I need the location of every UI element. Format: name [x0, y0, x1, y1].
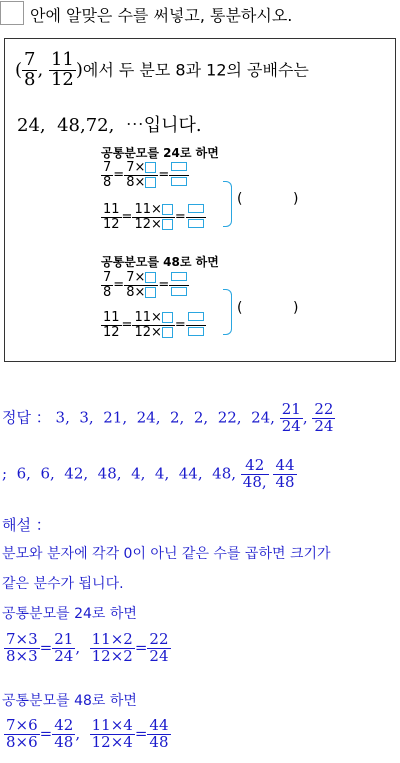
fraction-11-12: $\frac{11}{12}$ — [50, 49, 74, 90]
answer-fraction: $\frac{21}{24}$ — [281, 400, 301, 435]
question-line1: ( $\frac{7}{8}$ , $\frac{11}{12}$ )에서 두 분모 8과 12의 공배수는 — [15, 49, 309, 90]
answer-line1: 정답 ： 3, 3, 21, 24, 2, 2, 22, 24, $\frac{21}{24}$ , $\frac{22}{24}$ — [2, 400, 334, 435]
blank-box[interactable] — [171, 177, 187, 186]
block24-title: 공통분모를 24로 하면 — [101, 146, 219, 160]
blank-box[interactable] — [171, 287, 187, 296]
explanation-text2: 같은 분수가 됩니다. — [2, 576, 124, 592]
answer-fraction: $\frac{22}{24}$ — [314, 400, 334, 435]
block24-row1: $\frac{7}{8}$ = $\frac{7\times}{8\times}$ = — [101, 161, 189, 189]
blank-box[interactable] — [188, 327, 204, 336]
explanation-title48: 공통분모를 48로 하면 — [2, 693, 137, 709]
block24-row2: $\frac{11}{12}$ = $\frac{11\times}{12\times}$ = — [101, 203, 206, 231]
blank-box[interactable] — [162, 327, 173, 338]
block48-title: 공통분모를 48로 하면 — [101, 255, 219, 269]
blank-box[interactable] — [162, 312, 173, 323]
answer-fraction: $\frac{44}{48}$ — [275, 456, 295, 491]
block48-row1: $\frac{7}{8}$ = $\frac{7\times}{8\times}$ = — [101, 271, 189, 299]
instruction: 안에 알맞은 수를 써넣고, 통분하시오. — [30, 6, 293, 25]
explanation-eq24: $\frac{7\times 3}{8\times 3}$ = $\frac{21}{24}$ , $\frac{11\times 2}{12\times 2}$ = $\frac{22}{24}$ — [6, 630, 169, 665]
brace-48 — [223, 289, 232, 335]
blank-box[interactable] — [145, 162, 156, 173]
answer-fraction: $\frac{42}{48,}$ — [242, 456, 267, 491]
question-box — [4, 38, 396, 362]
explanation-eq48: $\frac{7\times 6}{8\times 6}$ = $\frac{42}{48}$ , $\frac{11\times 4}{12\times 4}$ = $\frac{44}{48}$ — [6, 716, 169, 751]
blank-box[interactable] — [171, 162, 187, 171]
blank-box[interactable] — [162, 219, 173, 230]
blank-box[interactable] — [188, 312, 204, 321]
blank-box[interactable] — [145, 287, 156, 298]
blank-box[interactable] — [145, 177, 156, 188]
block48-row2: $\frac{11}{12}$ = $\frac{11\times}{12\times}$ = — [101, 311, 206, 339]
blank-box[interactable] — [162, 204, 173, 215]
answer-line2: ; 6, 6, 42, 48, 4, 4, 44, 48, $\frac{42}{48,}$ $\frac{44}{48}$ — [2, 456, 295, 491]
paren-open-24: ( — [237, 191, 243, 207]
paren-close-48: ) — [293, 300, 299, 316]
answer-box-icon — [0, 1, 24, 25]
blank-box[interactable] — [188, 219, 204, 228]
explanation-text1: 분모와 분자에 각각 0이 아닌 같은 수를 곱하면 크기가 — [2, 546, 331, 562]
blank-box[interactable] — [145, 272, 156, 283]
explanation-label: 해설 ： — [2, 516, 51, 534]
blank-box[interactable] — [188, 204, 204, 213]
paren-close-24: ) — [293, 191, 299, 207]
brace-24 — [223, 181, 232, 227]
blank-box[interactable] — [171, 272, 187, 281]
fraction-7-8: $\frac{7}{8}$ — [24, 49, 36, 90]
paren-open-48: ( — [237, 300, 243, 316]
multiples-line: 24, 48,72, ⋯입니다. — [17, 115, 202, 136]
explanation-title24: 공통분모를 24로 하면 — [2, 606, 137, 622]
